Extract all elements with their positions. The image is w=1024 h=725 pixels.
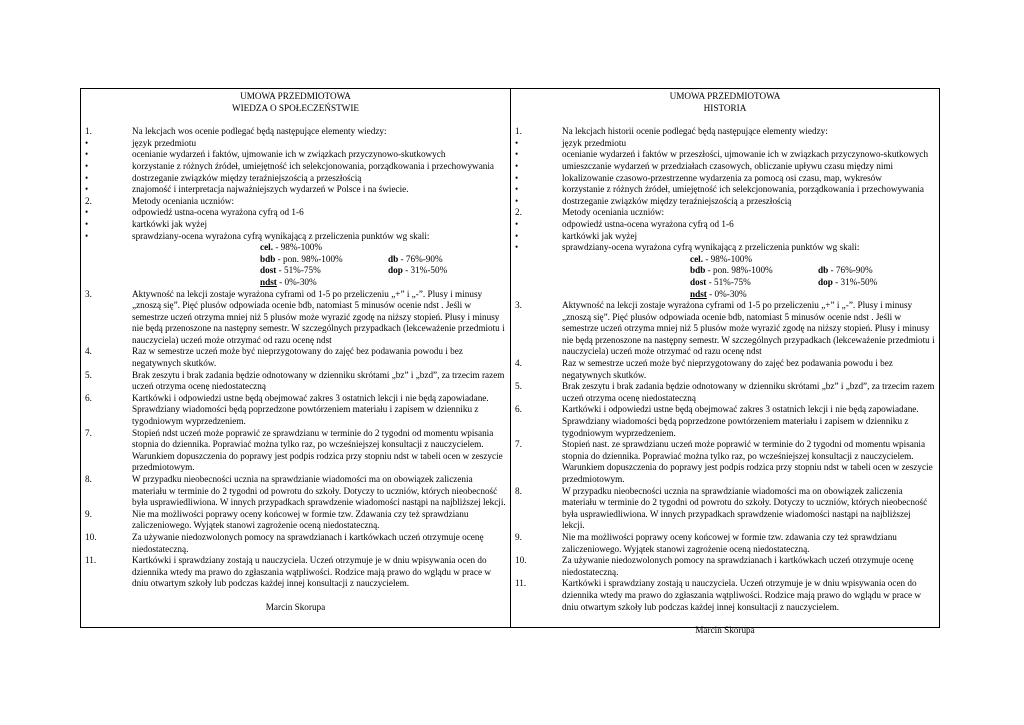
historia-signature: Marcin Skorupa (695, 625, 755, 636)
grade-cel-value: - 98%-100% (273, 242, 323, 253)
wos-bullet (85, 173, 506, 185)
bullet-text: dostrzeganie związków między teraźniejszością a przeszłością (562, 195, 792, 206)
historia-item-5 (515, 381, 935, 404)
grade-bdb-value: - pon. 98%-100% (275, 253, 343, 264)
grade-cel-key: cel. (260, 242, 274, 253)
item-text: Stopień ndst uczeń może poprawić ze sprawdzianu w terminie do 2 tygodni od momentu wpisania stopnia do dziennika. Poprawiać można tylko raz, po wcześniejszej konsultacji z nauczycielem. Warunkiem dopuszczenia do poprawy jest podpis rodzica przy stopniu ndst w tabeli ocen w zeszycie przedmiotowym. (132, 427, 503, 473)
historia-bullet (515, 161, 935, 173)
wos-bullet (85, 138, 506, 150)
historia-item-3 (515, 300, 935, 358)
item-number: 10. (515, 555, 527, 566)
item-text: Nie ma możliwości poprawy oceny końcowej w formie tzw. zdawania czy też sprawdzianu zaliczeniowego. Wyjątek stanowi zagrożenie oceną niedostateczną. (562, 531, 897, 554)
item-text: Za używanie niedozwolonych pomocy na sprawdzianach i kartkówkach uczeń otrzymuje ocenę niedostateczną. (562, 555, 914, 577)
item-text: Za używanie niedozwolonych pomocy na sprawdzianach i kartkówkach uczeń otrzymuje ocenę niedostateczną. (132, 531, 484, 554)
historia-item-11 (515, 578, 935, 613)
wos-item-6 (85, 393, 506, 428)
item-number: 3. (85, 288, 92, 299)
grade-ndst-value: - 0%-30% (276, 276, 317, 287)
historia-item-9 (515, 532, 935, 555)
item-text: Kartkówki i odpowiedzi ustne będą obejmować zakres 3 ostatnich lekcji i nie będą zapowiadane. Sprawdziany wiadomości będą poprzedzone powtórzeniem materiału i zapisem w dzienniku z tygodniowym wyprzedzeniem. (132, 392, 489, 427)
bullet-icon (85, 219, 132, 231)
historia-item-8 (515, 486, 935, 532)
grade-dost-key: dost (260, 265, 277, 276)
historia-item-6 (515, 404, 935, 439)
historia-bullet (515, 149, 935, 161)
item-number: 11. (515, 578, 527, 589)
wos-bullet (85, 149, 506, 161)
item-number: 5. (85, 369, 92, 380)
bullet-icon (85, 207, 132, 219)
item-text: Raz w semestrze uczeń może być nieprzygotowany do zajęć bez podawania powodu i bez negatywnych skutków. (562, 358, 893, 380)
item-text: Brak zeszytu i brak zadania będzie odnotowany w dzienniku skrótami „bz” i „bzd”, za trzecim razem uczeń otrzyma ocenę niedostateczną (562, 381, 935, 403)
bullet-text: korzystanie z różnych źródeł, umiejętność ich selekcjonowania, porządkowania i przechowywania (562, 184, 924, 195)
item-number: 1. (85, 126, 92, 137)
bullet-text: umieszczanie wydarzeń w przedziałach czasowych, obliczanie upływu czasu między nimi (562, 160, 894, 171)
wos-title-line1: UMOWA PRZEDMIOTOWA (240, 91, 351, 101)
grade-dost-value: - 51%-75% (276, 265, 321, 276)
historia-bullet (515, 196, 935, 208)
grade-dost-key: dost (690, 276, 707, 287)
wos-title (85, 91, 506, 114)
wos-item-2 (85, 196, 506, 208)
bullet-icon (515, 173, 562, 185)
bullet-text: odpowiedź ustna-ocena wyrażona cyfrą od 1-6 (562, 218, 734, 229)
grade-ndst-value: - 0%-30% (706, 288, 747, 299)
bullet-text: dostrzeganie związków między teraźniejszością a przeszłością (132, 172, 362, 183)
grade-bdb-value: - pon. 98%-100% (705, 265, 773, 276)
wos-bullet (85, 219, 506, 231)
bullet-text: język przedmiotu (132, 137, 197, 148)
historia-title (515, 91, 935, 114)
bullet-icon (515, 161, 562, 173)
bullet-text: kartkówki jak wyżej (132, 218, 208, 229)
bullet-text: lokalizowanie czasowo-przestrzenne wydarzenia za pomocą osi czasu, map, wykresów (562, 172, 882, 183)
historia-bullet (515, 231, 935, 243)
item-text: Raz w semestrze uczeń może być nieprzygotowany do zajęć bez podawania powodu i bez negatywnych skutków. (132, 346, 463, 369)
item-number: 8. (85, 474, 92, 484)
bullet-icon (85, 173, 132, 185)
bullet-text: język przedmiotu (562, 137, 627, 148)
wos-item-4 (85, 346, 506, 369)
bullet-icon (515, 184, 562, 196)
bullet-icon (515, 242, 562, 254)
item-number: 6. (85, 392, 92, 403)
historia-title-line1: UMOWA PRZEDMIOTOWA (669, 91, 781, 101)
item-text: W przypadku nieobecności ucznia na sprawdzianie wiadomości ma on obowiązek zaliczenia materiału w terminie do 2 tygodni od powrotu do szkoły. Dotyczy to uczniów, których nieobecność była usprawiedliwiona. W innych przypadkach sprawdzenie wiadomości nastąpi na najbliższej lekcji. (562, 485, 928, 531)
historia-bullet (515, 219, 935, 231)
grade-cel-value: - 98%-100% (703, 253, 753, 264)
wos-bullet (85, 184, 506, 196)
bullet-text: sprawdziany-ocena wyrażona cyfrą wynikającą z przeliczenia punktów wg skali: (562, 242, 860, 253)
wos-column (81, 89, 510, 627)
bullet-icon (85, 149, 132, 161)
wos-item-1 (85, 126, 506, 138)
bullet-text: ocenianie wydarzeń i faktów, ujmowanie ich w związkach przyczynowo-skutkowych (132, 149, 446, 160)
grade-dop-key: dop (818, 276, 833, 287)
item-number: 11. (85, 555, 97, 566)
item-text: Kartkówki i odpowiedzi ustne będą obejmować zakres 3 ostatnich lekcji i nie będą zapowiadane. Sprawdziany wiadomości będą poprzedzone powtórzeniem materiału i zapisem w dzienniku z tygodniowym wyprzedzeniem. (562, 404, 919, 438)
grade-db-value: - 76%-90% (828, 265, 873, 276)
bullet-icon (515, 149, 562, 161)
grade-db-key: db (388, 253, 399, 264)
grade-cel-key: cel. (690, 253, 704, 264)
historia-title-line2: HISTORIA (703, 102, 747, 113)
item-number: 7. (85, 427, 92, 438)
historia-item-2 (515, 207, 935, 219)
item-text: W przypadku nieobecności ucznia na sprawdzianie wiadomości ma on obowiązek zaliczenia materiału w terminie do 2 tygodni od powrotu do szkoły. Dotyczy to uczniów, których nieobecność była usprawiedliwiona. W innych przypadkach sprawdzenie wiadomości nastąpi na najbliższej lekcji. (132, 474, 506, 508)
bullet-icon (85, 184, 132, 196)
item-number: 2. (515, 207, 522, 218)
item-number: 9. (85, 508, 92, 519)
item-text: Metody oceniania uczniów: (132, 195, 235, 206)
bullet-icon (85, 161, 132, 173)
wos-bullet (85, 207, 506, 219)
wos-item-11 (85, 555, 506, 590)
item-text: Nie ma możliwości poprawy oceny końcowej w formie tzw. Zdawania czy też sprawdzianu zaliczeniowego. Wyjątek stanowi zagrożenie oceną niedostateczną. (132, 508, 469, 531)
item-text: Brak zeszytu i brak zadania będzie odnotowany w dzienniku skrótami „bz” i „bzd”, za trzecim razem uczeń otrzyma ocenę niedostateczną (132, 369, 505, 392)
grade-ndst-key: ndst (690, 288, 707, 299)
item-number: 10. (85, 531, 97, 542)
item-number: 6. (515, 404, 522, 415)
wos-item-10 (85, 532, 506, 555)
item-text: Kartkówki i sprawdziany zostają u nauczyciela. Uczeń otrzymuje je w dniu wpisywania ocen do dziennika wtedy ma prawo do zgłaszania wątpliwości. Rodzice mają prawo do wglądu w prace w dniu otwartym szkoły lub podczas każdej innej konsultacji z nauczycielem. (132, 555, 491, 589)
wos-grade-scale (85, 242, 506, 288)
historia-bullet (515, 173, 935, 185)
grade-dop-key: dop (388, 265, 403, 276)
item-number: 4. (515, 358, 522, 369)
bullet-text: odpowiedź ustna-ocena wyrażona cyfrą od 1-6 (132, 207, 304, 218)
historia-item-1 (515, 126, 935, 138)
bullet-text: sprawdziany-ocena wyrażona cyfrą wynikającą z przeliczenia punktów wg skali: (132, 230, 430, 241)
item-text: Na lekcjach historii ocenie podlegać będą następujące elementy wiedzy: (562, 126, 828, 137)
historia-item-7 (515, 439, 935, 485)
item-text: Stopień nast. ze sprawdzianu uczeń może poprawić w terminie do 2 tygodni od momentu wpisania stopnia do dziennika. Poprawiać można tylko raz, po wcześniejszej konsultacji z nauczycielem. Warunkiem dopuszczenia do poprawy jest podpis rodzica przy stopniu ndst w tabeli ocen w zeszycie przedmiotowym. (562, 439, 933, 484)
item-number: 4. (85, 346, 92, 357)
wos-item-9 (85, 509, 506, 532)
item-number: 2. (85, 195, 92, 206)
bullet-text: kartkówki jak wyżej (562, 230, 638, 241)
item-number: 7. (515, 439, 522, 450)
wos-title-line2: WIEDZA O SPOŁECZEŃSTWIE (231, 102, 360, 113)
bullet-icon (515, 219, 562, 231)
bullet-icon (85, 138, 132, 150)
wos-item-8 (85, 474, 506, 509)
wos-item-3 (85, 289, 506, 347)
grade-dop-value: - 31%-50% (402, 265, 448, 276)
historia-item-10 (515, 555, 935, 578)
historia-bullet (515, 242, 935, 254)
grade-dop-value: - 31%-50% (832, 276, 878, 287)
wos-bullet (85, 161, 506, 173)
item-text: Aktywność na lekcji zostaje wyrażona cyframi od 1-5 po przeliczeniu „+” i „-”. Plusy i minusy „znoszą się”. Pięć plusów odpowiada ocenie bdb, natomiast 5 minusów ocenie ndst . Jeśli w semestrze uczeń otrzyma mniej niż 5 plusów może wyrazić zgodę na niższy stopień. Plusy i minusy nie będą przenoszone na następny semestr. W szczególnych przypadkach (lekceważenie przedmiotu i nauczyciela) uczeń może otrzymać od razu ocenę ndst (562, 300, 935, 357)
grade-bdb-key: bdb (260, 253, 276, 264)
grade-dost-value: - 51%-75% (706, 276, 751, 287)
grade-db-key: db (818, 265, 829, 276)
bullet-icon (515, 138, 562, 150)
wos-signature: Marcin Skorupa (265, 601, 326, 612)
item-text: Kartkówki i sprawdziany zostają u nauczyciela. Uczeń otrzymuje je w dniu wpisywania ocen do dziennika wtedy ma prawo do zgłaszania wątpliwości. Rodzice mają prawo do wglądu w prace w dniu otwartym szkoły lub podczas każdej innej konsultacji z nauczycielem. (562, 578, 921, 612)
bullet-text: ocenianie wydarzeń i faktów w przeszłości, ujmowanie ich w związkach przyczynowo-skutkowych (562, 149, 929, 160)
item-number: 3. (515, 300, 522, 311)
historia-column (510, 89, 939, 636)
grade-db-value: - 76%-90% (398, 253, 443, 264)
bullet-text: znajomość i interpretacja najważniejszych wydarzeń w Polsce i na świecie. (132, 184, 409, 195)
item-text: Na lekcjach wos ocenie podlegać będą następujące elementy wiedzy: (132, 126, 387, 137)
wos-bullet (85, 231, 506, 243)
wos-item-5 (85, 370, 506, 393)
item-number: 1. (515, 126, 522, 137)
bullet-icon (515, 196, 562, 208)
document-page (80, 88, 940, 636)
item-number: 5. (515, 381, 522, 392)
bullet-icon (515, 231, 562, 243)
bullet-icon (85, 231, 132, 243)
wos-item-7 (85, 428, 506, 474)
bullet-text: korzystanie z różnych źródeł, umiejętność ich selekcjonowania, porządkowania i przechowywania (132, 160, 494, 171)
item-number: 9. (515, 531, 522, 542)
grade-ndst-key: ndst (260, 276, 277, 287)
item-text: Metody oceniania uczniów: (562, 207, 665, 218)
item-text: Aktywność na lekcji zostaje wyrażona cyframi od 1-5 po przeliczeniu „+” i „-”. Plusy i minusy „znoszą się”. Pięć plusów odpowiada ocenie bdb, natomiast 5 minusów ocenie ndst . Jeśli w semestrze uczeń otrzyma mniej niż 5 plusów może wyrazić zgodę na niższy stopień. Plusy i minusy nie będą przenoszone na następny semestr. W szczególnych przypadkach (lekceważenie przedmiotu i nauczyciela) uczeń może otrzymać od razu ocenę ndst (132, 288, 505, 345)
historia-item-4 (515, 358, 935, 381)
item-number: 8. (515, 485, 522, 496)
historia-bullet (515, 184, 935, 196)
historia-grade-scale (515, 254, 935, 300)
grade-bdb-key: bdb (690, 265, 706, 276)
historia-bullet (515, 138, 935, 150)
